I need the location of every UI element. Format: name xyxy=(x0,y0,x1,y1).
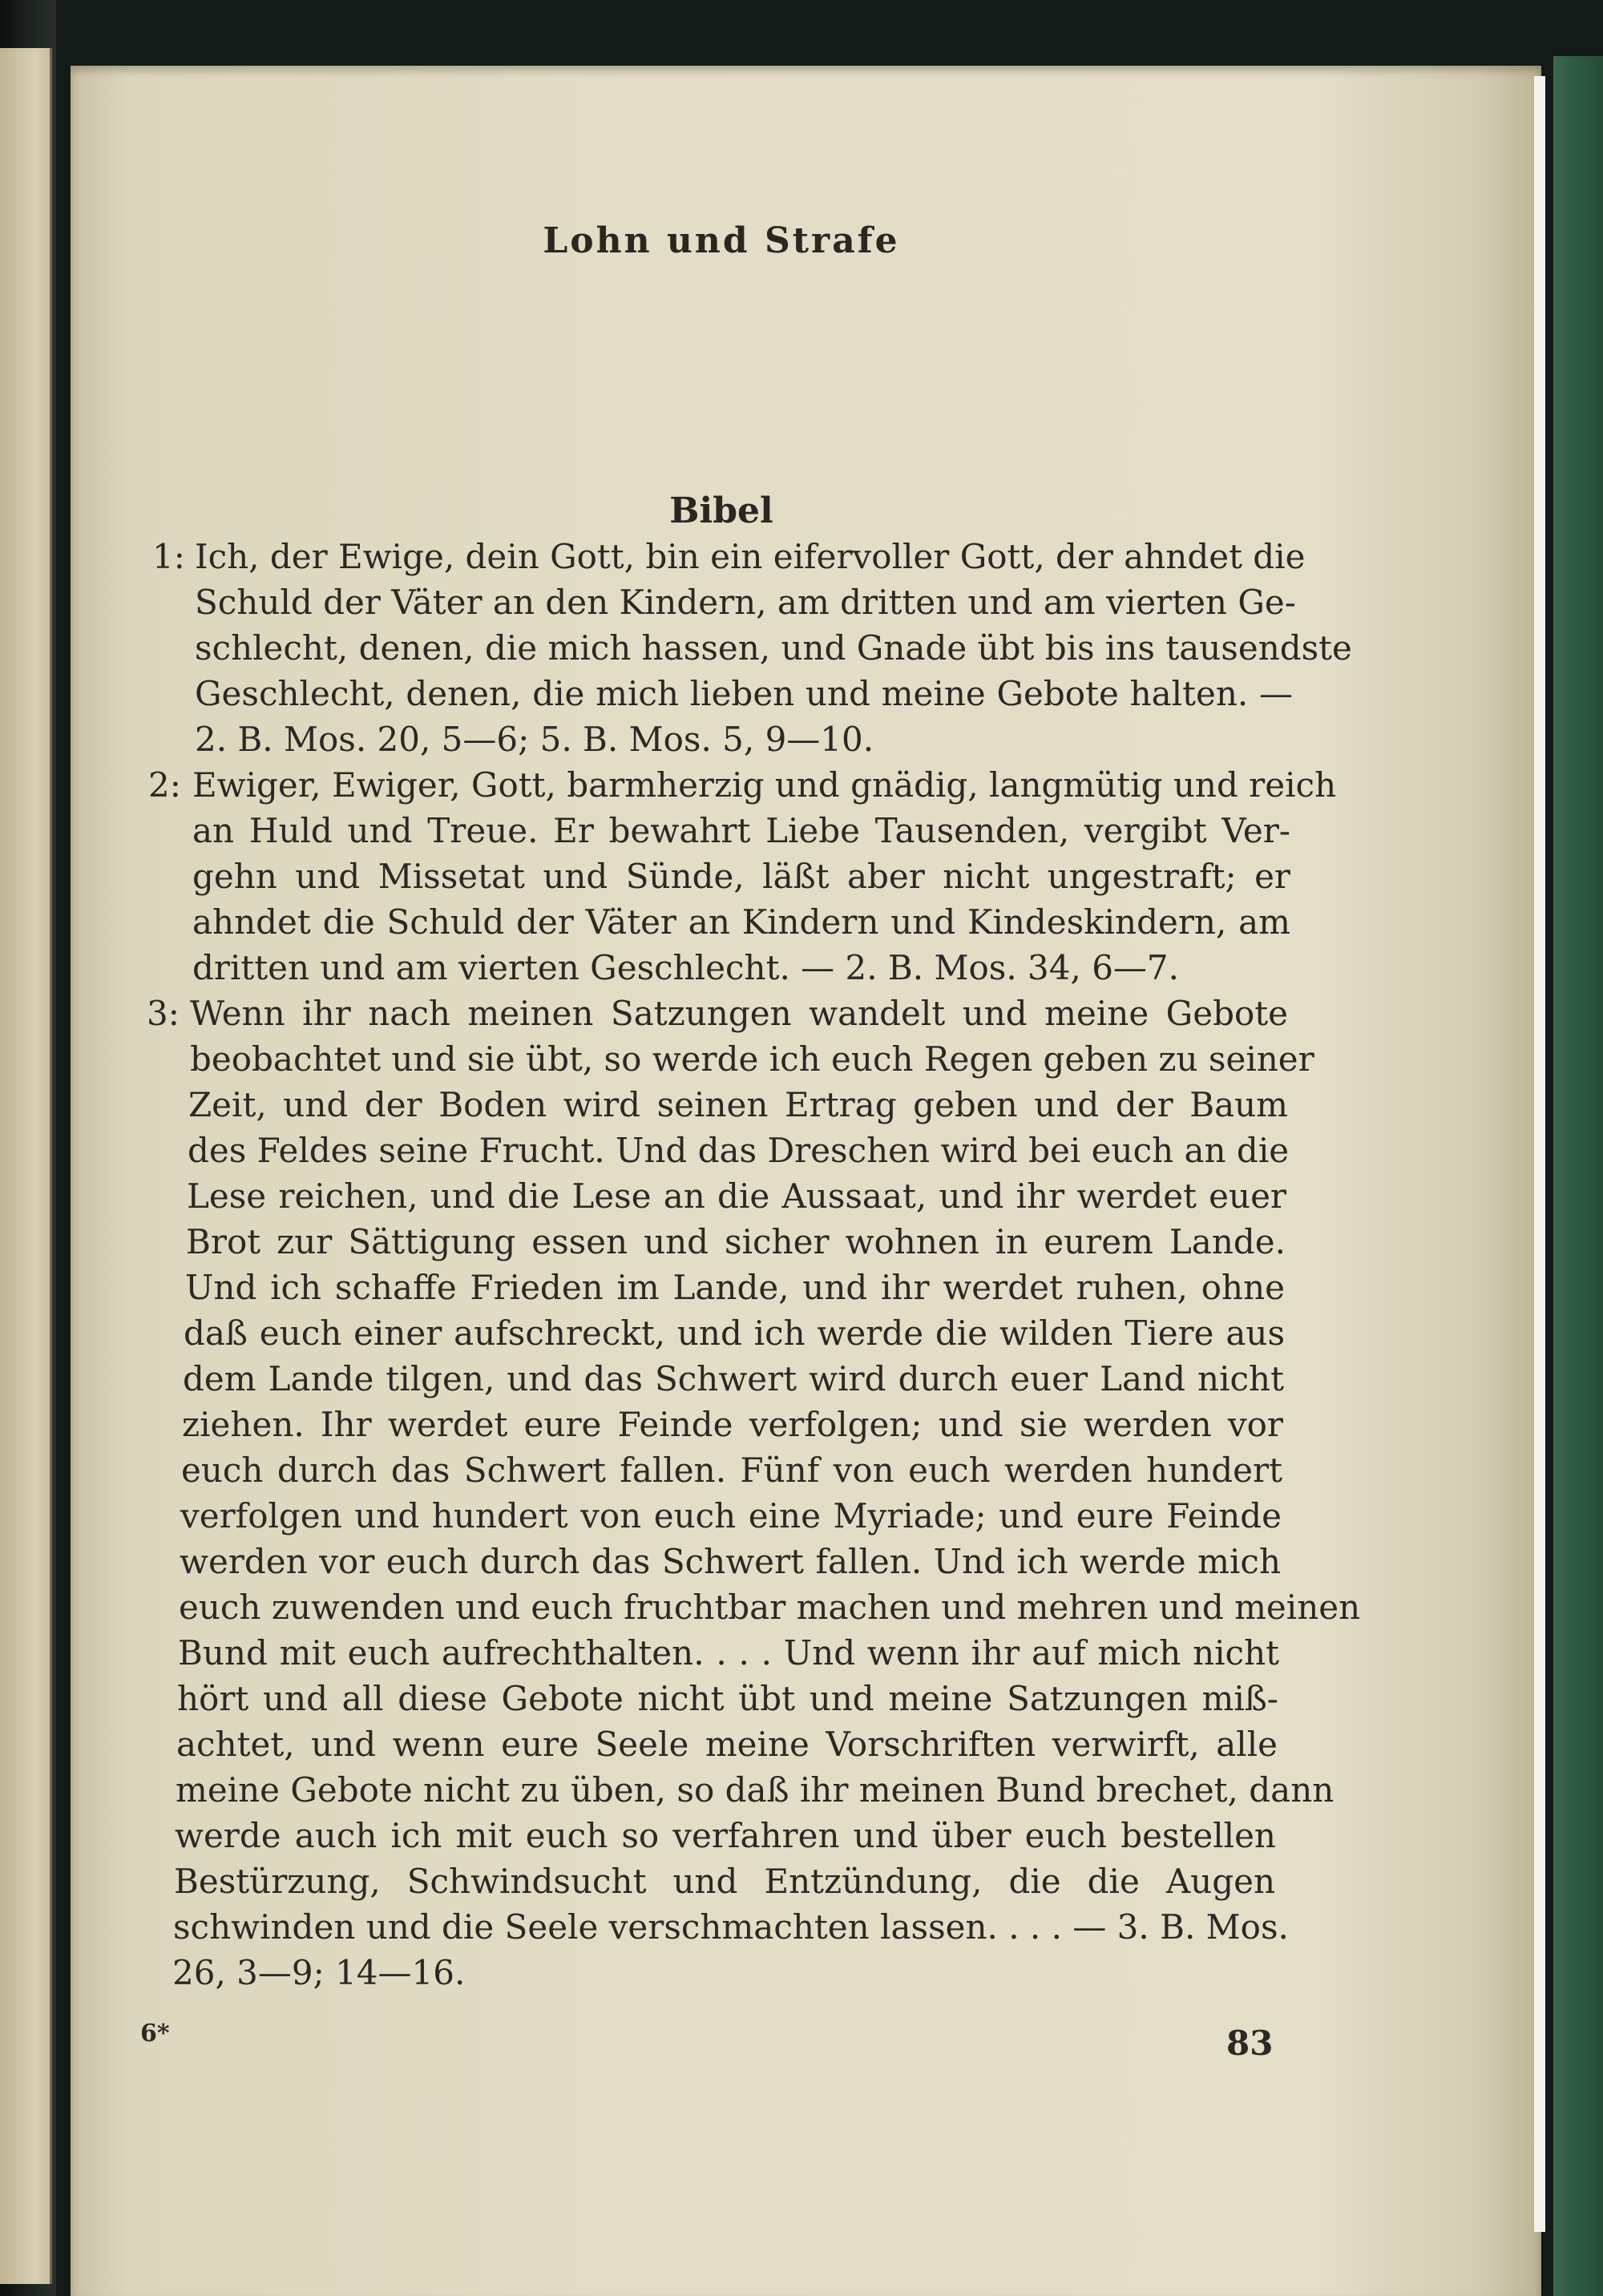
passage-line: hört und all diese Gebote nicht übt und meine Satzungen miß- xyxy=(177,1679,1278,1718)
passage-line: verfolgen und hundert von euch eine Myriade; und eure Feinde xyxy=(180,1496,1282,1535)
passage-line: euch durch das Schwert fallen. Fünf von euch werden hundert xyxy=(181,1451,1282,1490)
passage-line: ahndet die Schuld der Väter an Kindern und Kindeskindern, am xyxy=(192,902,1290,942)
passage-line: schlecht, denen, die mich hassen, und Gnade übt bis ins tausendste xyxy=(195,628,1352,668)
passage-line: Wenn ihr nach meinen Satzungen wandelt und meine Gebote xyxy=(190,994,1288,1033)
passage-number: 3: xyxy=(147,994,180,1033)
passage-line: Und ich schaffe Frieden im Lande, und ihr werdet ruhen, ohne xyxy=(185,1268,1285,1307)
passage-line: gehn und Missetat und Sünde, läßt aber nicht ungestraft; er xyxy=(192,857,1290,896)
passage-line: ziehen. Ihr werdet eure Feinde verfolgen; und sie werden vor xyxy=(182,1405,1283,1444)
passage-line: dem Lande tilgen, und das Schwert wird durch euer Land nicht xyxy=(183,1359,1284,1398)
passage-line: Zeit, und der Boden wird seinen Ertrag geben und der Baum xyxy=(188,1085,1288,1124)
passage-line: schwinden und die Seele verschmachten lassen. . . . — 3. B. Mos. xyxy=(173,1907,1289,1947)
chapter-title: Lohn und Strafe xyxy=(543,220,900,261)
passage-line: 2. B. Mos. 20, 5—6; 5. B. Mos. 5, 9—10. xyxy=(195,720,874,759)
passage-line: Geschlecht, denen, die mich lieben und meine Gebote halten. — xyxy=(195,674,1293,713)
book-cover-right xyxy=(1553,56,1603,2296)
passage-line: beobachtet und sie übt, so werde ich euch Regen geben zu seiner xyxy=(190,1039,1314,1079)
signature-mark: 6* xyxy=(140,2020,170,2048)
passage-line: achtet, und wenn eure Seele meine Vorschriften verwirft, alle xyxy=(176,1725,1278,1764)
passage-line: des Feldes seine Frucht. Und das Dreschen wird bei euch an die xyxy=(188,1131,1290,1170)
passage-line: meine Gebote nicht zu üben, so daß ihr meinen Bund brechet, dann xyxy=(176,1770,1334,1810)
page-number: 83 xyxy=(1226,2024,1274,2063)
passage-line: Bestürzung, Schwindsucht und Entzündung, die die Augen xyxy=(174,1862,1275,1901)
passage-number: 1: xyxy=(152,537,185,576)
passage-line: Ich, der Ewige, dein Gott, bin ein eifervoller Gott, der ahndet die xyxy=(195,537,1306,576)
passage-line: Lese reichen, und die Lese an die Aussaat, und ihr werdet euer xyxy=(187,1176,1286,1216)
section-title: Bibel xyxy=(669,490,773,531)
previous-page-edge xyxy=(0,48,52,2284)
page-edge xyxy=(1534,76,1545,2232)
passage-line: Ewiger, Ewiger, Gott, barmherzig und gnädig, langmütig und reich xyxy=(192,765,1337,805)
passage-number: 2: xyxy=(148,765,181,805)
passage-line: Schuld der Väter an den Kindern, am dritten und am vierten Ge- xyxy=(195,583,1296,622)
passage-line: an Huld und Treue. Er bewahrt Liebe Tausenden, vergibt Ver- xyxy=(192,811,1290,850)
passage-line: dritten und am vierten Geschlecht. — 2. B. Mos. 34, 6—7. xyxy=(192,948,1179,987)
passage-line: werde auch ich mit euch so verfahren und über euch bestellen xyxy=(175,1816,1276,1855)
passage-line: daß euch einer aufschreckt, und ich werde die wilden Tiere aus xyxy=(184,1313,1285,1353)
passage-line: werden vor euch durch das Schwert fallen. Und ich werde mich xyxy=(180,1542,1281,1581)
passage-line: euch zuwenden und euch fruchtbar machen und mehren und meinen xyxy=(179,1588,1361,1627)
passage-line: Bund mit euch aufrechthalten. . . . Und wenn ihr auf mich nicht xyxy=(178,1633,1279,1673)
passage-line: 26, 3—9; 14—16. xyxy=(172,1953,466,1992)
passage-line: Brot zur Sättigung essen und sicher wohnen in eurem Lande. xyxy=(186,1222,1286,1261)
